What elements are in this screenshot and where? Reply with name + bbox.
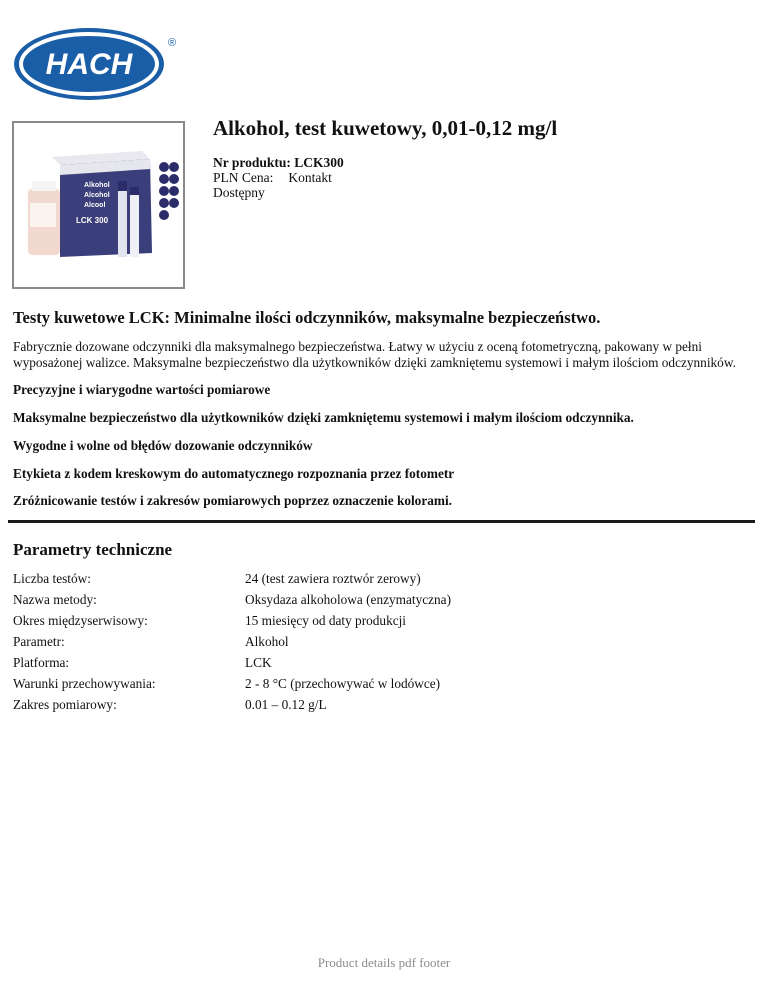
spec-key: Platforma: bbox=[13, 655, 70, 670]
spec-value: Oksydaza alkoholowa (enzymatyczna) bbox=[245, 592, 452, 607]
spec-key: Warunki przechowywania: bbox=[13, 676, 156, 691]
spec-row bbox=[13, 613, 451, 634]
box-line-4: LCK 300 bbox=[76, 216, 109, 225]
spec-row bbox=[13, 697, 451, 718]
box-line-1: Alkohol bbox=[84, 182, 110, 189]
spec-value: Alkohol bbox=[245, 634, 289, 649]
box-line-2: Alcohol bbox=[84, 192, 110, 199]
product-number-row bbox=[213, 155, 344, 170]
feature-item: Maksymalne bezpieczeństwo dla użytkowników dzięki zamkniętemu systemowi i małym ilościom odczynnika. bbox=[13, 410, 634, 425]
spec-value: 0.01 – 0.12 g/L bbox=[245, 697, 327, 712]
spec-row bbox=[13, 634, 451, 655]
spec-value: LCK bbox=[245, 655, 272, 670]
hach-logo bbox=[12, 26, 178, 102]
box-line-3: Alcool bbox=[84, 202, 106, 209]
spec-key: Parametr: bbox=[13, 634, 65, 649]
price-label: PLN Cena: bbox=[213, 170, 274, 185]
availability: Dostępny bbox=[213, 185, 265, 200]
page-footer: Product details pdf footer bbox=[317, 955, 451, 970]
section-title: Testy kuwetowe LCK: Minimalne ilości odczynników, maksymalne bezpieczeństwo. bbox=[13, 308, 601, 327]
spec-table bbox=[13, 571, 451, 718]
spec-value: 15 miesięcy od daty produkcji bbox=[245, 613, 407, 628]
spec-row bbox=[13, 676, 451, 697]
product-number-label: Nr produktu: bbox=[213, 155, 291, 170]
product-title: Alkohol, test kuwetowy, 0,01-0,12 mg/l bbox=[213, 116, 558, 140]
spec-key: Okres międzyserwisowy: bbox=[13, 613, 148, 628]
spec-key: Liczba testów: bbox=[13, 571, 91, 586]
price-value: Kontakt bbox=[288, 170, 332, 185]
registered-mark: ® bbox=[168, 37, 177, 49]
product-photo bbox=[14, 123, 183, 287]
feature-item: Precyzyjne i wiarygodne wartości pomiarowe bbox=[13, 382, 271, 397]
spec-value: 2 - 8 °C (przechowywać w lodówce) bbox=[245, 676, 441, 691]
spec-row bbox=[13, 592, 451, 613]
product-number-value: LCK300 bbox=[294, 155, 344, 170]
section-divider bbox=[8, 520, 755, 523]
spec-key: Zakres pomiarowy: bbox=[13, 697, 117, 712]
spec-row bbox=[13, 655, 451, 676]
spec-value: 24 (test zawiera roztwór zerowy) bbox=[245, 571, 421, 586]
spec-key: Nazwa metody: bbox=[13, 592, 97, 607]
spec-row bbox=[13, 571, 451, 592]
feature-item: Zróżnicowanie testów i zakresów pomiarowych poprzez oznaczenie kolorami. bbox=[13, 493, 452, 508]
product-meta bbox=[213, 155, 344, 200]
feature-item: Wygodne i wolne od błędów dozowanie odczynników bbox=[13, 438, 313, 453]
price-row bbox=[213, 170, 344, 185]
product-image bbox=[12, 121, 185, 289]
logo-text: HACH bbox=[45, 48, 133, 81]
intro-paragraph: Fabrycznie dozowane odczynniki dla maksymalnego bezpieczeństwa. Łatwy w użyciu z oceną fotometryczną, pakowany w pełni wyposażonej walizce. Maksymalne bezpieczeństwo dla użytkowników dzięki zamkniętemu systemowi i małym ilościom odczynników. bbox=[13, 339, 736, 370]
tech-title: Parametry techniczne bbox=[13, 540, 173, 559]
feature-item: Etykieta z kodem kreskowym do automatycznego rozpoznania przez fotometr bbox=[13, 466, 455, 481]
